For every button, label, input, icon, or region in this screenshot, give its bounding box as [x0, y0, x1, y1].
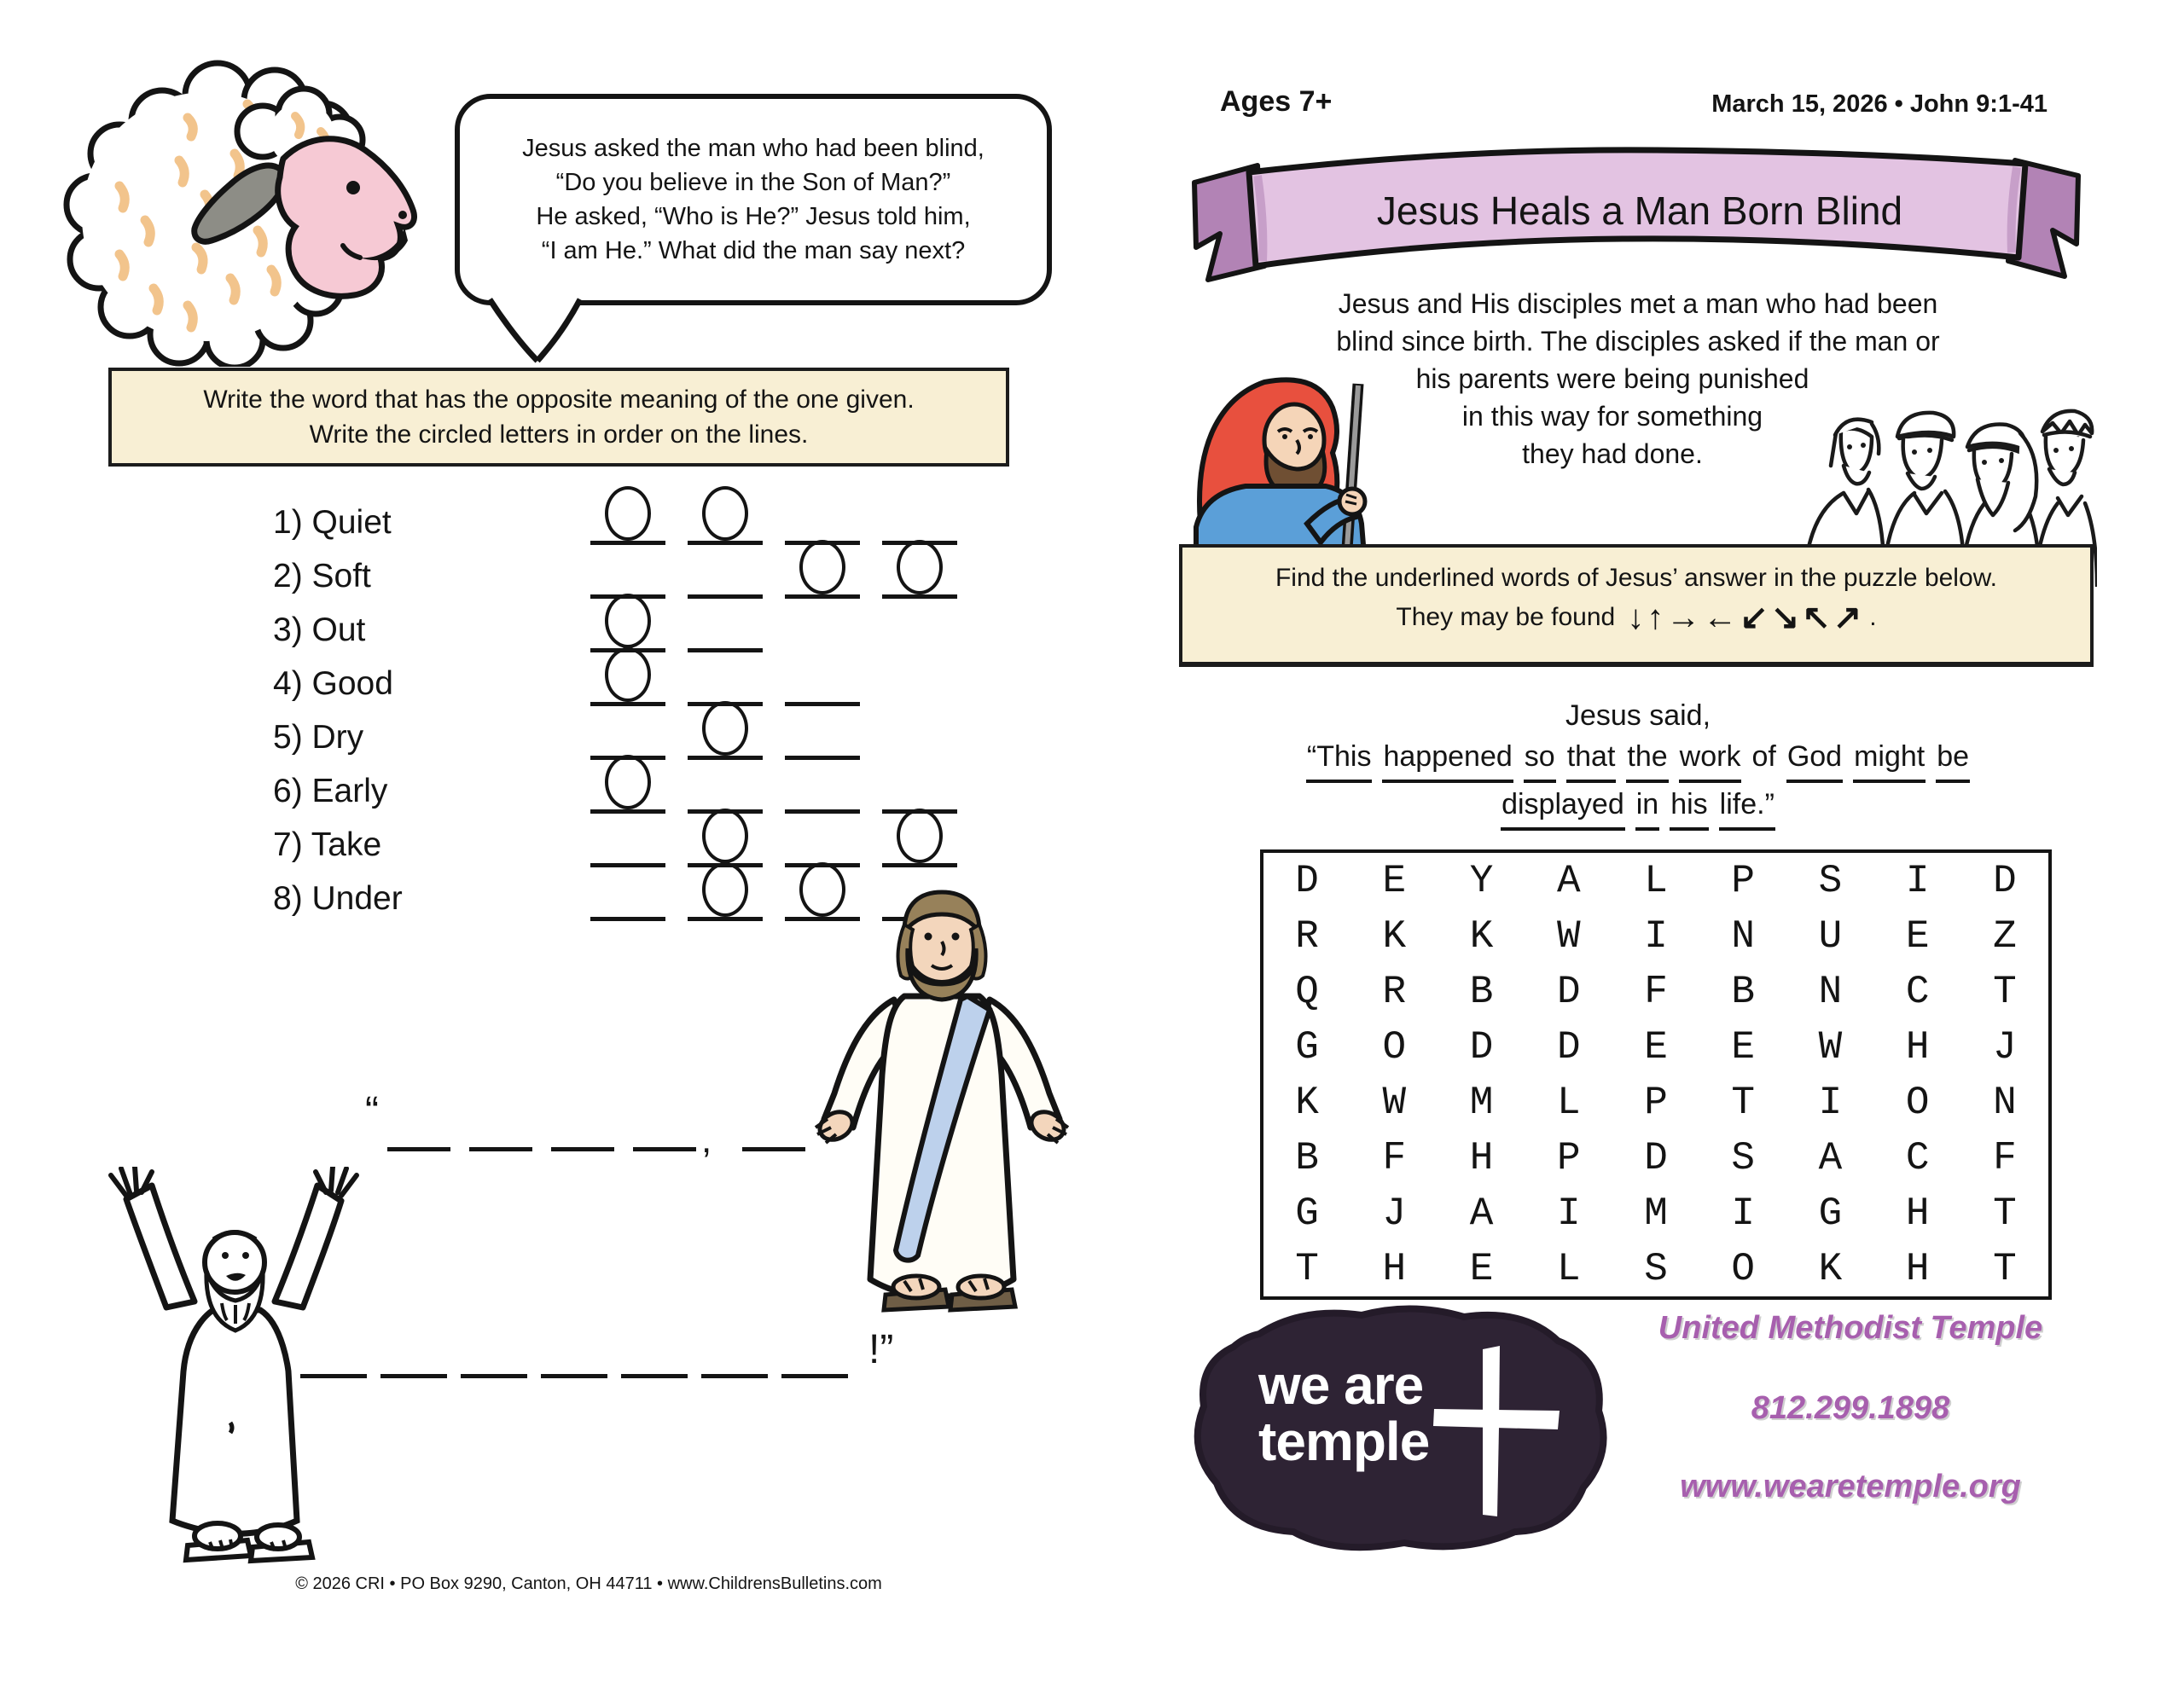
- speech-line: Jesus asked the man who had been blind,: [522, 135, 985, 162]
- answer-line-2: [300, 1327, 893, 1378]
- write-line: [633, 1106, 696, 1151]
- ages-label: Ages 7+: [1220, 85, 1333, 118]
- word-search-letter: K: [1469, 913, 1494, 959]
- answer-line-1: [365, 1089, 824, 1161]
- word-search-letter: D: [1556, 1024, 1581, 1070]
- puzzle-blanks: [590, 753, 957, 814]
- underlined-word: work: [1679, 735, 1742, 783]
- write-line: [461, 1333, 527, 1378]
- underlined-word: his: [1670, 783, 1708, 831]
- word-search-letter: I: [1731, 1191, 1756, 1236]
- opposites-instructions-box: [108, 368, 1009, 467]
- circle-marker: [799, 540, 845, 594]
- word-search-letter: B: [1295, 1135, 1319, 1180]
- answer-blank: [882, 807, 957, 867]
- comma: ,: [700, 1119, 712, 1161]
- word-search-letter: S: [1731, 1135, 1756, 1180]
- circle-marker: [897, 809, 943, 863]
- puzzle-word: 1) Quiet: [273, 504, 392, 541]
- word-search-letter: H: [1905, 1024, 1930, 1070]
- word-search-letter: D: [1295, 858, 1319, 903]
- answer-blank: [882, 484, 957, 545]
- underlined-word: life.”: [1719, 783, 1775, 831]
- intro-line: Jesus and His disciples met a man who had been: [1338, 288, 1938, 319]
- answer-blank: [590, 592, 665, 652]
- word-search-letter: N: [1731, 913, 1756, 959]
- word-search-letter: M: [1469, 1080, 1494, 1125]
- answer-blank: [590, 861, 665, 921]
- word-search-letter: W: [1382, 1080, 1407, 1125]
- instruction-text: They may be found: [1396, 603, 1616, 631]
- circle-marker: [605, 594, 651, 648]
- answer-blank: [590, 646, 665, 706]
- circle-marker: [702, 862, 748, 917]
- word-search-letter: R: [1382, 969, 1407, 1014]
- instruction-line: [1182, 596, 2090, 635]
- word-search-letter: T: [1295, 1246, 1319, 1291]
- puzzle-blanks: [590, 592, 763, 652]
- speech-bubble: [455, 94, 1052, 305]
- underlined-word: displayed: [1501, 783, 1625, 831]
- answer-blank: [688, 538, 763, 599]
- word-search-letter: B: [1469, 969, 1494, 1014]
- word-search-letter: O: [1382, 1024, 1407, 1070]
- speech-line: He asked, “Who is He?” Jesus told him,: [536, 203, 971, 230]
- answer-blank: [688, 484, 763, 545]
- word-search-letter: G: [1818, 1191, 1843, 1236]
- word-search-letter: N: [1993, 1080, 2017, 1125]
- word-search-letter: C: [1905, 969, 1930, 1014]
- word-search-letter: U: [1818, 913, 1843, 959]
- answer-blank: [688, 753, 763, 814]
- word-search-letter: G: [1295, 1191, 1319, 1236]
- word-search-letter: J: [1382, 1191, 1407, 1236]
- word-search-letter: K: [1295, 1080, 1319, 1125]
- word-search-letter: Y: [1469, 858, 1494, 903]
- word-search-letter: S: [1818, 858, 1843, 903]
- answer-blank: [882, 753, 957, 814]
- underlined-word: that: [1566, 735, 1617, 783]
- word-search-letter: W: [1818, 1024, 1843, 1070]
- underlined-word: might: [1853, 735, 1926, 783]
- write-line: [387, 1106, 450, 1151]
- word-search-letter: D: [1556, 969, 1581, 1014]
- puzzle-word: 2) Soft: [273, 558, 371, 594]
- word-search-letter: H: [1382, 1246, 1407, 1291]
- jesus-quote-block: [1188, 696, 2088, 831]
- date-scripture-reference: March 15, 2026 • John 9:1-41: [1711, 90, 2048, 118]
- word-search-letter: O: [1731, 1246, 1756, 1291]
- speech-bubble-tail: [479, 298, 599, 368]
- answer-blank: [688, 592, 763, 652]
- answer-blank: [785, 699, 860, 760]
- word-search-letter: E: [1905, 913, 1930, 959]
- puzzle-blanks: [590, 699, 860, 760]
- open-quote: “: [365, 1089, 379, 1134]
- church-website: www.wearetemple.org: [1680, 1469, 2021, 1504]
- word-search-letter: O: [1905, 1080, 1930, 1125]
- quote-intro: Jesus said,: [1565, 699, 1711, 732]
- puzzle-word: 6) Early: [273, 773, 388, 809]
- speech-line: “Do you believe in the Son of Man?”: [555, 169, 951, 196]
- jesus-illustration: [809, 870, 1075, 1320]
- intro-line: his parents were being punished: [1415, 363, 1809, 394]
- circle-marker: [702, 701, 748, 756]
- answer-blank: [688, 699, 763, 760]
- answer-blank: [785, 807, 860, 867]
- puzzle-word: 5) Dry: [273, 719, 364, 756]
- word-search-letter: I: [1818, 1080, 1843, 1125]
- opposites-list: [273, 493, 1041, 923]
- answer-blank: [688, 646, 763, 706]
- word-search-letter: T: [1993, 1246, 2017, 1291]
- word-search-letter: M: [1644, 1191, 1668, 1236]
- intro-line: in this way for something: [1461, 401, 1763, 432]
- puzzle-blanks: [590, 646, 860, 706]
- word-search-letter: I: [1556, 1191, 1581, 1236]
- instruction-line: Write the circled letters in order on the lines.: [309, 420, 809, 449]
- word-search-letter: W: [1556, 913, 1581, 959]
- puzzle-blanks: [590, 484, 957, 545]
- word-search-letter: T: [1731, 1080, 1756, 1125]
- instruction-line: Find the underlined words of Jesus’ answer in the puzzle below.: [1275, 564, 1998, 592]
- answer-blank: [785, 646, 860, 706]
- instruction-line: Write the word that has the opposite meaning of the one given.: [203, 386, 915, 414]
- answer-blank: [688, 807, 763, 867]
- write-line: [551, 1106, 614, 1151]
- underlined-word: “This: [1306, 735, 1373, 783]
- word-search-letter: A: [1469, 1191, 1494, 1236]
- write-line: [701, 1333, 768, 1378]
- puzzle-word: 4) Good: [273, 665, 393, 702]
- word-search-letter: J: [1993, 1024, 2017, 1070]
- word-search-letter: G: [1295, 1024, 1319, 1070]
- church-name: United Methodist Temple: [1658, 1310, 2043, 1346]
- puzzle-word: 7) Take: [273, 826, 382, 863]
- quote-word: of: [1751, 740, 1776, 773]
- word-search-letter: A: [1818, 1135, 1843, 1180]
- answer-blank: [785, 753, 860, 814]
- circle-marker: [702, 809, 748, 863]
- word-search-letter: S: [1644, 1246, 1668, 1291]
- word-search-instructions-box: [1179, 544, 2094, 667]
- word-search-letter: B: [1731, 969, 1756, 1014]
- word-search-letter: I: [1644, 913, 1668, 959]
- underlined-word: in: [1635, 783, 1659, 831]
- underlined-word: happened: [1382, 735, 1513, 783]
- word-search-letter: P: [1556, 1135, 1581, 1180]
- answer-blank: [590, 699, 665, 760]
- word-search-letter: E: [1382, 858, 1407, 903]
- circle-marker: [605, 486, 651, 541]
- word-search-letter: Q: [1295, 969, 1319, 1014]
- puzzle-word: 3) Out: [273, 612, 366, 648]
- quote-line-1: [1188, 735, 2088, 783]
- word-search-letter: F: [1993, 1135, 2017, 1180]
- answer-blank: [882, 538, 957, 599]
- word-search-letter: D: [1993, 858, 2017, 903]
- copyright-line: © 2026 CRI • PO Box 9290, Canton, OH 44711 • www.ChildrensBulletins.com: [295, 1574, 882, 1593]
- underlined-word: be: [1936, 735, 1970, 783]
- write-line: [742, 1106, 805, 1151]
- word-search-letter: D: [1644, 1135, 1668, 1180]
- sheep-face: [278, 139, 415, 297]
- speech-line: “I am He.” What did the man say next?: [541, 237, 966, 264]
- direction-arrows: ↓↑→←↙↘↖↗: [1627, 599, 1865, 636]
- logo-text-we-are: we are: [1258, 1354, 1424, 1416]
- write-line: [380, 1333, 447, 1378]
- word-search-letter: F: [1644, 969, 1668, 1014]
- word-search-letter: P: [1644, 1080, 1668, 1125]
- instruction-period: .: [1869, 603, 1877, 631]
- sheep-illustration: [60, 49, 435, 367]
- word-search-letter: L: [1556, 1080, 1581, 1125]
- underlined-word: the: [1626, 735, 1668, 783]
- intro-line: blind since birth. The disciples asked if the man or: [1336, 326, 1940, 357]
- answer-blank: [590, 484, 665, 545]
- word-search-grid: [1260, 849, 2052, 1300]
- puzzle-word: 8) Under: [273, 880, 403, 917]
- word-search-letter: L: [1556, 1246, 1581, 1291]
- word-search-letter: H: [1905, 1246, 1930, 1291]
- page-title: Jesus Heals a Man Born Blind: [1376, 188, 1903, 233]
- answer-blank: [590, 538, 665, 599]
- word-search-letter: K: [1818, 1246, 1843, 1291]
- intro-line: they had done.: [1522, 438, 1703, 469]
- answer-blank: [590, 807, 665, 867]
- answer-blank: [590, 753, 665, 814]
- underlined-word: so: [1524, 735, 1556, 783]
- word-search-letter: T: [1993, 1191, 2017, 1236]
- answer-blank: [785, 538, 860, 599]
- word-search-letter: T: [1993, 969, 2017, 1014]
- write-line: [469, 1106, 532, 1151]
- circle-marker: [702, 486, 748, 541]
- church-phone: 812.299.1898: [1751, 1390, 1950, 1426]
- word-search-letter: E: [1469, 1246, 1494, 1291]
- word-search-letter: N: [1818, 969, 1843, 1014]
- word-search-letter: H: [1469, 1135, 1494, 1180]
- word-search-letter: F: [1382, 1135, 1407, 1180]
- write-line: [541, 1333, 607, 1378]
- logo-text-temple: temple: [1258, 1411, 1430, 1472]
- quote-line-2: [1188, 783, 2088, 831]
- puzzle-blanks: [590, 538, 957, 599]
- circle-marker: [605, 647, 651, 702]
- word-search-letter: H: [1905, 1191, 1930, 1236]
- word-search-letter: R: [1295, 913, 1319, 959]
- word-search-letter: C: [1905, 1135, 1930, 1180]
- word-search-letter: K: [1382, 913, 1407, 959]
- circle-marker: [605, 755, 651, 809]
- word-search-letter: D: [1469, 1024, 1494, 1070]
- answer-blank: [785, 484, 860, 545]
- answer-blank: [688, 861, 763, 921]
- closing-exclamation: !”: [868, 1327, 894, 1372]
- word-search-letter: I: [1905, 858, 1930, 903]
- word-search-letter: Z: [1993, 913, 2017, 959]
- puzzle-blanks: [590, 807, 957, 867]
- write-line: [781, 1333, 848, 1378]
- word-search-letter: P: [1731, 858, 1756, 903]
- write-line: [621, 1333, 688, 1378]
- word-search-letter: E: [1731, 1024, 1756, 1070]
- word-search-letter: A: [1556, 858, 1581, 903]
- circle-marker: [897, 540, 943, 594]
- praising-man-illustration: [85, 1167, 386, 1566]
- word-search-letter: E: [1644, 1024, 1668, 1070]
- underlined-word: God: [1786, 735, 1843, 783]
- word-search-letter: L: [1644, 858, 1668, 903]
